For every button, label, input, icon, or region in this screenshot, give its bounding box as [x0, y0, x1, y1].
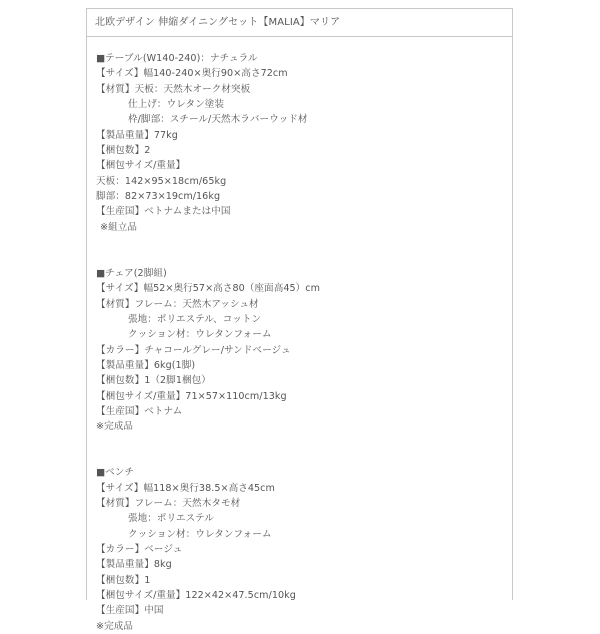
spec-line: 仕上げ：ウレタン塗装: [128, 99, 225, 111]
section-heading: ■チェア(2脚組): [96, 267, 167, 279]
spec-line: 【カラー】ベージュ: [96, 544, 183, 555]
spec-sheet-frame: [86, 8, 513, 632]
spec-line: 【梱包数】2: [96, 145, 151, 157]
section-heading: ■ベンチ: [96, 467, 135, 479]
spec-line: クッション材：ウレタンフォーム: [128, 528, 272, 540]
spec-line: 【カラー】チャコールグレー/サンドベージュ: [96, 344, 291, 356]
spec-line: 【材質】フレーム：天然木アッシュ材: [96, 298, 259, 310]
spec-line: 枠/脚部：スチール/天然木ラバーウッド材: [128, 114, 308, 126]
spec-line: 【梱包数】1（2脚1梱包）: [96, 375, 211, 387]
spec-line: ※完成品: [96, 620, 134, 632]
spec-line: 張地：ポリエステル: [128, 513, 214, 525]
spec-line: 【サイズ】幅52×奥行57×高さ80（座面高45）cm: [96, 283, 321, 295]
page-title: 北欧デザイン 伸縮ダイニングセット【MALIA】マリア: [95, 17, 341, 28]
section-heading: ■テーブル(W140-240)：ナチュラル: [96, 53, 258, 64]
spec-line: ※完成品: [96, 421, 134, 433]
spec-line: ※組立品: [100, 221, 138, 233]
spec-line: 天板：142×95×18cm/65kg: [96, 175, 227, 187]
section-spacer: [96, 435, 506, 450]
section-spacer: [96, 450, 506, 465]
spec-line: 【生産国】中国: [96, 605, 164, 617]
title-bar: [87, 9, 512, 37]
spec-line: 脚部：82×73×19cm/16kg: [96, 191, 221, 203]
spec-line: 【サイズ】幅118×奥行38.5×高さ45cm: [96, 482, 275, 494]
spec-line: 【生産国】ベトナムまたは中国: [96, 206, 231, 218]
spec-line: 【梱包サイズ/重量】122×42×47.5cm/10kg: [96, 590, 296, 602]
spec-line: 張地：ポリエステル、コットン: [128, 313, 262, 325]
section-spacer: [96, 250, 506, 265]
spec-line: 【梱包サイズ/重量】71×57×110cm/13kg: [96, 390, 287, 402]
spec-line: 【製品重量】8kg: [96, 559, 172, 571]
section-spacer: [96, 235, 506, 250]
spec-line: 【サイズ】幅140-240×奥行90×高さ72cm: [96, 68, 288, 80]
spec-line: 【材質】フレーム：天然木タモ材: [96, 497, 241, 509]
spec-line: 【製品重量】6kg(1脚): [96, 359, 196, 371]
spec-line: 【製品重量】77kg: [96, 129, 178, 141]
spec-line: 【梱包サイズ/重量】: [96, 160, 186, 172]
spec-line: 【生産国】ベトナム: [96, 405, 183, 417]
spec-content: [96, 51, 506, 634]
spec-line: 【梱包数】1: [96, 574, 151, 586]
spec-line: クッション材：ウレタンフォーム: [128, 329, 272, 341]
spec-line: 【材質】天板：天然木オーク材突板: [96, 83, 251, 95]
